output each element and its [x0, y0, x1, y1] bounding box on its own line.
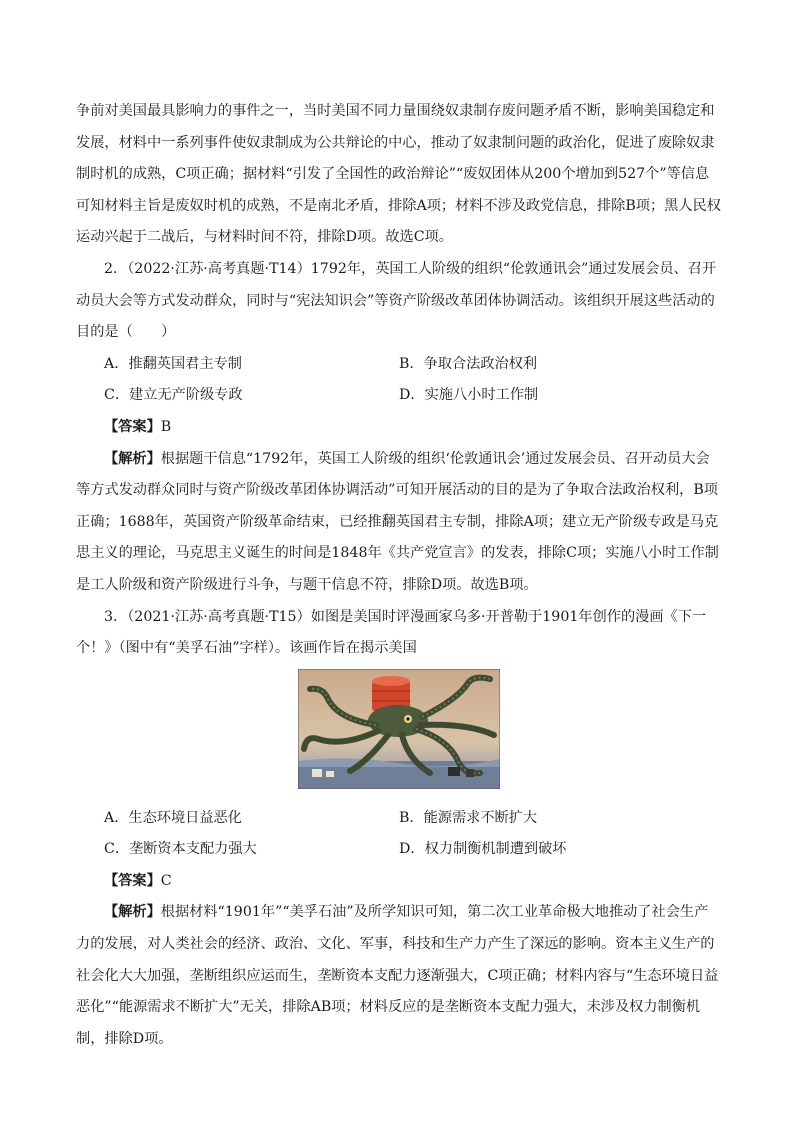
question-2-option-d: D．实施八小时工作制 [399, 387, 539, 404]
question-2-option-c: C．建立无产阶级专政 [104, 387, 243, 404]
question-3-options-row-1 [76, 803, 722, 835]
question-3-analysis [76, 897, 722, 1055]
question-3-options-row-2 [76, 834, 722, 866]
analysis-tag: 【解析】 [104, 904, 161, 921]
question-3-figure [76, 665, 722, 803]
question-2-options-row-1 [76, 349, 722, 381]
document-body [76, 96, 722, 1055]
question-2-option-b: B．争取合法政治权利 [399, 355, 538, 372]
question-2-analysis [76, 444, 722, 602]
analysis-text: 根据题干信息“1792年，英国工人阶级的组织‘伦敦通讯会’通过发展会员、召开动员大会等方式发动群众同时与资产阶级改革团体协调活动”可知开展活动的目的是为了争取合法政治权利，B项正确；1688年，英国资产阶级革命结束，已经推翻英国君主专制，排除A项；建立无产阶级专政是马克思主义的理论，马克思主义诞生的时间是1848年《共产党宣言》的发表，排除C项；实施八小时工作制是工人阶级和资产阶级进行斗争，与题干信息不符，排除D项。故选B项。 [76, 450, 719, 593]
answer-tag: 【答案】 [104, 872, 161, 889]
question-3-option-b: B．能源需求不断扩大 [399, 809, 538, 826]
question-3-option-a: A．生态环境日益恶化 [104, 809, 242, 826]
cartoon-octopus-illustration [298, 669, 500, 789]
question-3-stem: 3．（2021·江苏·高考真题·T15）如图是美国时评漫画家乌多·开普勒于1901年创作的漫画《下一个！》（图中有“美孚石油”字样）。该画作旨在揭示美国 [76, 608, 707, 657]
question-2-option-a: A．推翻英国君主专制 [104, 355, 242, 372]
analysis-text: 根据材料“1901年”“美孚石油”及所学知识可知，第二次工业革命极大地推动了社会生产力的发展，对人类社会的经济、政治、文化、军事，科技和生产力产生了深远的影响。资本主义生产的社会化大大加强，垄断组织应运而生，垄断资本支配力逐渐强大，C项正确；材料内容与“生态环境日益恶化”“能源需求不断扩大”无关，排除AB项；材料反应的是垄断资本支配力强大，未涉及权力制衡机制，排除D项。 [76, 904, 719, 1047]
question-3-option-c: C．垄断资本支配力强大 [104, 841, 257, 858]
answer-value: B [160, 418, 172, 435]
answer-value: C [160, 872, 172, 889]
question-3-answer [76, 866, 722, 898]
answer-tag: 【答案】 [104, 418, 161, 435]
question-2-options-row-2 [76, 380, 722, 412]
previous-explanation: 争前对美国最具影响力的事件之一，当时美国不同力量围绕奴隶制存废问题矛盾不断，影响美国稳定和发展，材料中一系列事件使奴隶制成为公共辩论的中心，推动了奴隶制问题的政治化，促进了废除奴隶制时机的成熟，C项正确；据材料“引发了全国性的政治辩论”“废奴团体从200个增加到527个”等信息可知材料主旨是废奴时机的成熟，不是南北矛盾，排除A项；材料不涉及政党信息，排除B项；黑人民权运动兴起于二战后，与材料时间不符，排除D项。故选C项。 [76, 103, 721, 246]
question-3-option-d: D．权力制衡机制遭到破坏 [399, 841, 567, 858]
analysis-tag: 【解析】 [104, 450, 161, 467]
question-2-stem: 2．（2022·江苏·高考真题·T14）1792年，英国工人阶级的组织“伦敦通讯会”通过发展会员、召开动员大会等方式发动群众，同时与“宪法知识会”等资产阶级改革团体协调活动。该组织开展这些活动的目的是（ ） [76, 260, 717, 341]
question-2-answer [76, 412, 722, 444]
